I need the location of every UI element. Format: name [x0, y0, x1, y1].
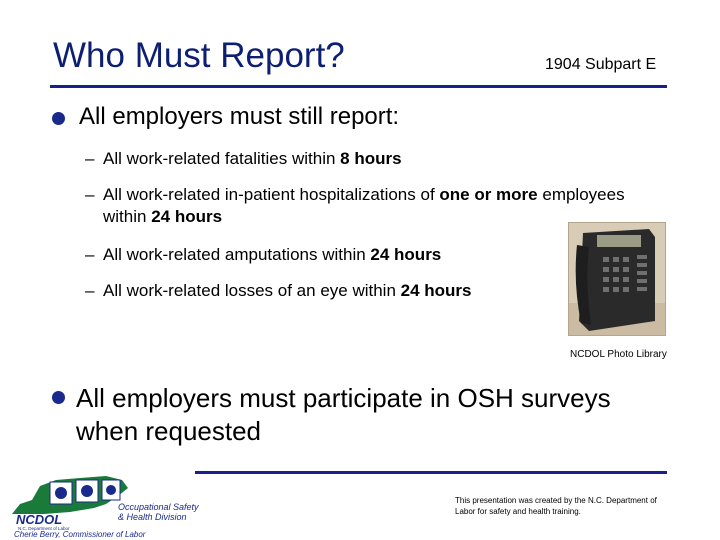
dash-icon: –	[85, 185, 95, 204]
section-reference: 1904 Subpart E	[545, 56, 657, 73]
photo-credit: NCDOL Photo Library	[570, 349, 667, 360]
svg-text:NCDOL: NCDOL	[16, 512, 63, 527]
sub-item-fatalities: – All work-related fatalities within 8 hours	[85, 149, 402, 168]
bullet-main-1: All employers must still report:	[79, 103, 400, 130]
svg-text:N.C. Department of Labor: N.C. Department of Labor	[18, 526, 70, 531]
svg-text:Occupational Safety: Occupational Safety	[118, 502, 199, 512]
sub-item-amputations: – All work-related amputations within 24 hours	[85, 245, 442, 264]
phone-photo	[568, 222, 666, 336]
page-title: Who Must Report?	[53, 36, 345, 75]
bullet-dot-icon	[52, 391, 65, 404]
sub-item-eye-loss: – All work-related losses of an eye within 24 hours	[85, 281, 472, 300]
ncdol-logo	[10, 470, 210, 538]
dash-icon: –	[85, 245, 95, 264]
bullet-dot-icon	[52, 112, 65, 125]
dash-icon: –	[85, 281, 95, 300]
footer-note: This presentation was created by the N.C. Department of Labor for safety and health training.	[455, 496, 657, 516]
svg-text:Cherie Berry, Commissioner of: Cherie Berry, Commissioner of Labor	[14, 530, 146, 538]
sub-item-hospitalizations: – All work-related in-patient hospitalizations of one or more employees within 24 hours	[85, 185, 625, 226]
bullet-main-2: All employers must participate in OSH surveys when requested	[76, 383, 611, 446]
nc-state-map-icon	[10, 470, 210, 538]
footer-divider	[195, 471, 667, 474]
title-divider	[50, 85, 667, 88]
dash-icon: –	[85, 149, 95, 168]
desk-phone-icon	[569, 223, 666, 336]
svg-text:& Health Division: & Health Division	[118, 512, 187, 522]
